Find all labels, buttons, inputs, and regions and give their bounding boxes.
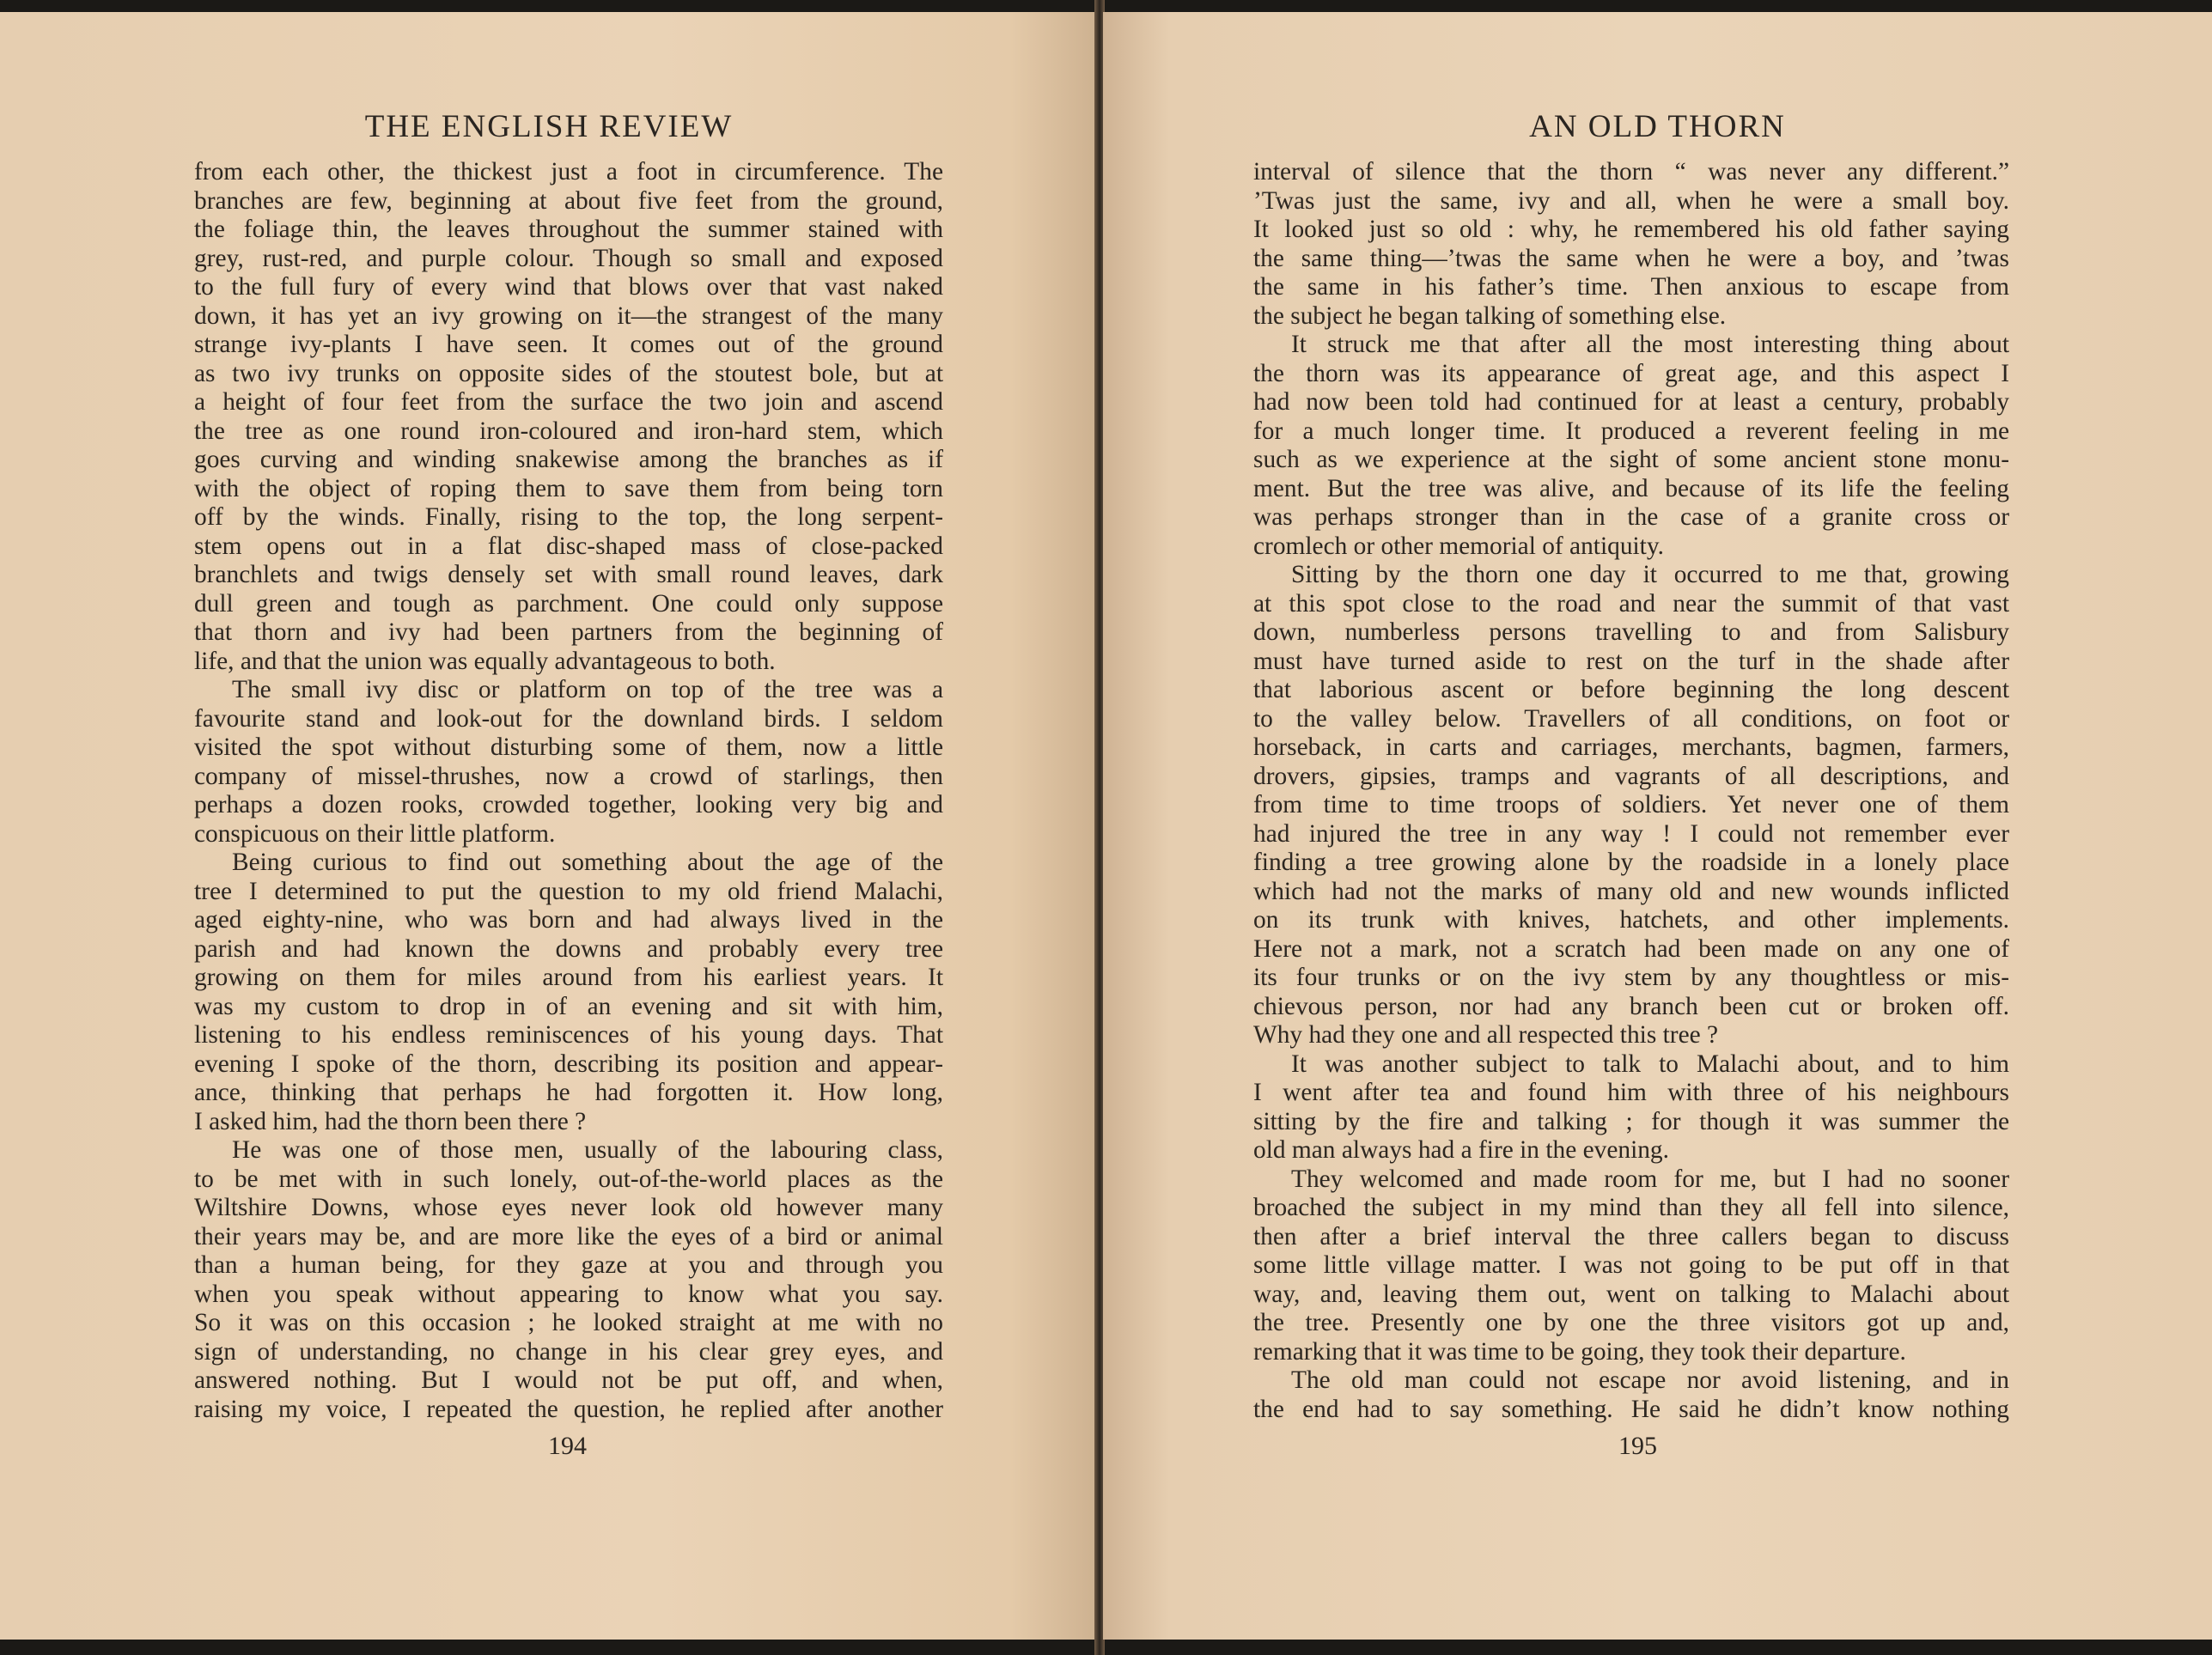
text-line: the tree as one round iron-coloured and iron-hard stem, which	[194, 417, 943, 445]
text-line: such as we experience at the sight of some ancient stone monu-	[1253, 446, 2009, 473]
page-body-text	[1253, 158, 2009, 1424]
text-line: I asked him, had the thorn been there ?	[194, 1107, 587, 1135]
text-line: the thorn was its appearance of great age, and this aspect I	[1253, 359, 2009, 387]
text-line: evening I spoke of the thorn, describing its position and appear-	[194, 1050, 943, 1078]
right-page	[1103, 12, 2212, 1640]
text-line: drovers, gipsies, tramps and vagrants of all descriptions, and	[1253, 762, 2009, 790]
text-line: Wiltshire Downs, whose eyes never look old however many	[194, 1194, 943, 1221]
text-line: Here not a mark, not a scratch had been made on any one of	[1253, 934, 2009, 963]
text-line: dull green and tough as parchment. One could only suppose	[194, 589, 943, 618]
text-line: then after a brief interval the three callers began to discuss	[1253, 1222, 2009, 1250]
text-line: The small ivy disc or platform on top of the tree was a	[232, 676, 943, 703]
text-line: raising my voice, I repeated the question, he replied after another	[194, 1395, 943, 1423]
text-line: answered nothing. But I would not be put off, and when,	[194, 1366, 943, 1394]
page-number: 195	[1618, 1432, 1657, 1460]
text-line: I went after tea and found him with three of his neighbours	[1253, 1079, 2009, 1106]
text-line: its four trunks or on the ivy stem by any thoughtless or mis-	[1253, 964, 2009, 991]
text-line: Being curious to find out something about the age of the	[232, 849, 943, 876]
text-line: had now been told had continued for at least a century, probably	[1253, 388, 2009, 416]
text-line: the tree. Presently one by one the three visitors got up and,	[1253, 1309, 2009, 1336]
text-line: company of missel-thrushes, now a crowd of starlings, then	[194, 762, 943, 790]
text-line: stem opens out in a flat disc-shaped mass of close-packed	[194, 532, 943, 560]
text-line: strange ivy-plants I have seen. It comes out of the ground	[194, 331, 943, 358]
text-line: Sitting by the thorn one day it occurred to me that, growing	[1291, 561, 2009, 588]
text-line: the same in his father’s time. Then anxious to escape from	[1253, 273, 2009, 301]
text-line: on its trunk with knives, hatchets, and other implements.	[1253, 906, 2009, 934]
text-line: remarking that it was time to be going, they took their departure.	[1253, 1337, 1906, 1366]
text-line: way, and, leaving them out, went on talking to Malachi about	[1253, 1280, 2009, 1308]
text-line: sign of understanding, no change in his clear grey eyes, and	[194, 1337, 943, 1366]
text-line: interval of silence that the thorn “ was never any different.”	[1253, 158, 2009, 186]
text-line: the same thing—’twas the same when he were a boy, and ’twas	[1253, 244, 2009, 272]
text-line: So it was on this occasion ; he looked straight at me with no	[194, 1309, 943, 1336]
text-line: He was one of those men, usually of the labouring class,	[232, 1136, 943, 1164]
text-line: must have turned aside to rest on the turf in the shade after	[1253, 647, 2009, 675]
text-line: aged eighty-nine, who was born and had always lived in the	[194, 906, 943, 934]
text-line: that thorn and ivy had been partners from the beginning of	[194, 618, 943, 646]
text-line: down, it has yet an ivy growing on it—the strangest of the many	[194, 301, 943, 330]
text-line: branchlets and twigs densely set with small round leaves, dark	[194, 561, 943, 588]
text-line: sitting by the fire and talking ; for though it was summer the	[1253, 1107, 2009, 1135]
left-page	[0, 12, 1098, 1640]
text-line: tree I determined to put the question to my old friend Malachi,	[194, 877, 943, 905]
text-line: branches are few, beginning at about five feet from the ground,	[194, 186, 943, 215]
text-line: than a human being, for they gaze at you and through you	[194, 1251, 943, 1279]
text-line: for a much longer time. It produced a reverent feeling in me	[1253, 417, 2009, 445]
text-line: their years may be, and are more like the eyes of a bird or animal	[194, 1222, 943, 1250]
text-line: It looked just so old : why, he remembered his old father saying	[1253, 216, 2009, 243]
page-number: 194	[548, 1432, 587, 1460]
text-line: when you speak without appearing to know what you say.	[194, 1280, 943, 1308]
text-line: Why had they one and all respected this tree ?	[1253, 1021, 1719, 1049]
text-line: life, and that the union was equally advantageous to both.	[194, 647, 776, 675]
text-line: cromlech or other memorial of antiquity.	[1253, 532, 1664, 560]
text-line: broached the subject in my mind than they all fell into silence,	[1253, 1194, 2009, 1221]
text-line: perhaps a dozen rooks, crowded together, looking very big and	[194, 791, 943, 818]
text-line: The old man could not escape nor avoid listening, and in	[1291, 1366, 2009, 1394]
text-line: conspicuous on their little platform.	[194, 819, 556, 848]
text-line: which had not the marks of many old and new wounds inflicted	[1253, 877, 2009, 905]
text-line: at this spot close to the road and near the summit of that vast	[1253, 589, 2009, 618]
text-line: to be met with in such lonely, out-of-the-world places as the	[194, 1165, 943, 1193]
text-line: goes curving and winding snakewise among the branches as if	[194, 446, 943, 473]
text-line: had injured the tree in any way ! I could not remember ever	[1253, 819, 2009, 848]
text-line: that laborious ascent or before beginning the long descent	[1253, 676, 2009, 703]
page-body-text	[194, 158, 943, 1424]
text-line: It struck me that after all the most interesting thing about	[1291, 331, 2009, 358]
text-line: old man always had a fire in the evening.	[1253, 1136, 1669, 1164]
text-line: favourite stand and look-out for the downland birds. I seldom	[194, 704, 943, 733]
text-line: parish and had known the downs and probably every tree	[194, 934, 943, 963]
text-line: a height of four feet from the surface the two join and ascend	[194, 388, 943, 416]
text-line: was perhaps stronger than in the case of a granite cross or	[1253, 503, 2009, 531]
text-line: to the full fury of every wind that blows over that vast naked	[194, 273, 943, 301]
text-line: ance, thinking that perhaps he had forgotten it. How long,	[194, 1079, 943, 1106]
text-line: with the object of roping them to save them from being torn	[194, 474, 943, 502]
text-line: chievous person, nor had any branch been cut or broken off.	[1253, 992, 2009, 1020]
running-head: THE ENGLISH REVIEW	[364, 109, 734, 144]
text-line: down, numberless persons travelling to and from Salisbury	[1253, 618, 2009, 646]
text-line: growing on them for miles around from his earliest years. It	[194, 964, 943, 991]
text-line: as two ivy trunks on opposite sides of the stoutest bole, but at	[194, 359, 943, 387]
text-line: ment. But the tree was alive, and because of its life the feeling	[1253, 474, 2009, 502]
text-line: was my custom to drop in of an evening and sit with him,	[194, 992, 943, 1020]
text-line: grey, rust-red, and purple colour. Though so small and exposed	[194, 244, 943, 272]
text-line: off by the winds. Finally, rising to the top, the long serpent-	[194, 503, 943, 531]
text-line: to the valley below. Travellers of all conditions, on foot or	[1253, 704, 2009, 733]
text-line: ’Twas just the same, ivy and all, when he were a small boy.	[1253, 186, 2009, 215]
text-line: They welcomed and made room for me, but I had no sooner	[1291, 1165, 2009, 1193]
text-line: some little village matter. I was not going to be put off in that	[1253, 1251, 2009, 1279]
text-line: listening to his endless reminiscences of his young days. That	[194, 1021, 943, 1049]
text-line: It was another subject to talk to Malachi about, and to him	[1291, 1050, 2009, 1078]
text-line: the subject he began talking of something else.	[1253, 301, 1727, 330]
text-line: visited the spot without disturbing some of them, now a little	[194, 733, 943, 761]
running-head: AN OLD THORN	[1529, 109, 1786, 144]
text-line: from each other, the thickest just a foot in circumference. The	[194, 158, 943, 186]
text-line: from time to time troops of soldiers. Yet never one of them	[1253, 791, 2009, 818]
text-line: horseback, in carts and carriages, merchants, bagmen, farmers,	[1253, 733, 2009, 761]
text-line: the foliage thin, the leaves throughout the summer stained with	[194, 216, 943, 243]
text-line: the end had to say something. He said he didn’t know nothing	[1253, 1395, 2009, 1423]
text-line: finding a tree growing alone by the roadside in a lonely place	[1253, 849, 2009, 876]
